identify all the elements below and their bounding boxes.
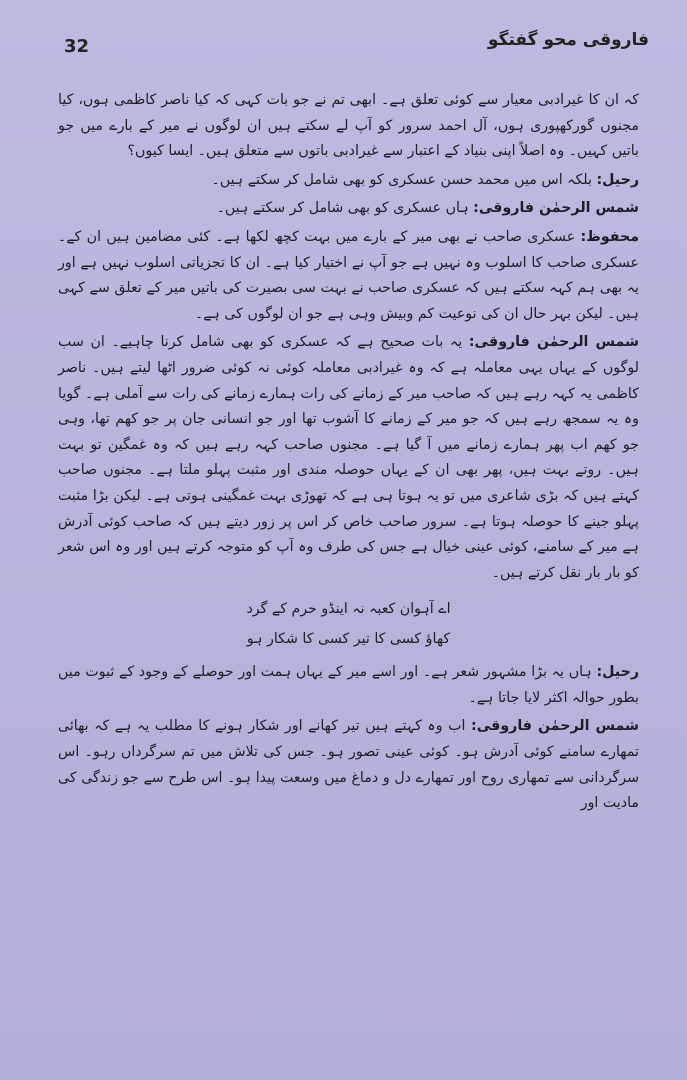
- paragraph-text: یہ بات صحیح ہے کہ عسکری کو بھی شامل کرنا چاہیے۔ ان سب لوگوں کے یہاں یہی معاملہ ہے کہ وہ غیرادبی معاملہ کوئی نہ کوئی ضرور اٹھا لیتے ہیں۔ ناصر کاظمی یہ کہہ رہے ہیں کہ صاحب میر کے زمانے کی رات ہمارے زمانے کی رات سے آملی ہے۔ گویا وہ یہ سمجھ رہے ہیں کہ جو میر کے زمانے کا آشوب تھا اور جو انسانی جان پر جو کھم تھا، وہی جو کھم اب پھر ہمارے زمانے میں آ گیا ہے۔ مجنوں صاحب کہہ رہے ہیں کہ وہ غمگین تو بہت ہیں۔ روتے بہت ہیں، پھر بھی ان کے یہاں حوصلہ مندی اور مثبت پہلو ملتا ہے۔ مجنوں صاحب کہتے ہیں کہ بڑی شاعری میں تو یہ ہوتا ہی ہے کہ تھوڑی بہت غمگینی ہوتی ہے۔ لیکن بڑا مثبت پہلو جینے کا حوصلہ ہوتا ہے۔ سرور صاحب خاص کر اس پر زور دیتے ہیں کہ صاحب کوئی آدرش ہے میر کے سامنے، کوئی عینی خیال ہے جس کی طرف وہ آپ کو متوجہ کرتے ہیں اور وہ اس شعر کو بار بار نقل کرتے ہیں۔: [58, 334, 639, 581]
- speaker-label: شمس الرحمٰن فاروقی:: [471, 718, 639, 735]
- speaker-label: شمس الرحمٰن فاروقی:: [473, 200, 639, 217]
- speaker-label: محفوظ:: [580, 228, 640, 245]
- paragraph: [58, 225, 639, 327]
- speaker-label: رحیل:: [596, 664, 639, 681]
- paragraph: [58, 330, 639, 586]
- paragraph: [58, 196, 639, 222]
- page-header: [40, 28, 649, 68]
- paragraph-text: ہاں عسکری کو بھی شامل کر سکتے ہیں۔: [216, 200, 469, 217]
- paragraph: [58, 714, 639, 816]
- verse-couplet: [58, 594, 639, 654]
- paragraph: [58, 88, 639, 165]
- speaker-label: رحیل:: [596, 171, 639, 188]
- paragraph-text: ہاں یہ بڑا مشہور شعر ہے۔ اور اسے میر کے یہاں ہمت اور حوصلے کے وجود کے ثبوت میں بطور حوالہ اکثر لایا جاتا ہے۔: [58, 664, 639, 706]
- page-body: [58, 88, 639, 817]
- paragraph-text: عسکری صاحب نے بھی میر کے بارے میں بہت کچھ لکھا ہے۔ کئی مضامین ہیں ان کے۔ عسکری صاحب کا اسلوب وہ نہیں ہے جو آپ نے اختیار کیا ہے۔ ان کا تجزیاتی اسلوب نہیں ہے اور یہ بھی ہم کہہ سکتے ہیں کہ عسکری صاحب نے بہت سی بصیرت کی باتیں میر کے تعلق سے کہی ہیں۔ لیکن بہر حال ان کی نوعیت کم وبیش وہی ہے جو ان لوگوں کی ہے۔: [58, 228, 639, 322]
- paragraph-text: بلکہ اس میں محمد حسن عسکری کو بھی شامل کر سکتے ہیں۔: [211, 171, 592, 188]
- paragraph: [58, 168, 639, 194]
- verse-line: اے آہوان کعبہ نہ اینڈو حرم کے گرد: [246, 601, 451, 618]
- verse-line: کھاؤ کسی کا تیر کسی کا شکار ہو: [246, 631, 451, 648]
- speaker-label: شمس الرحمٰن فاروقی:: [468, 334, 639, 351]
- paragraph-text: اب وہ کہتے ہیں تیر کھانے اور شکار ہونے کا مطلب یہ ہے کہ بھائی تمھارے سامنے کوئی آدرش ہو۔ کوئی عینی تصور ہو۔ جس کی تلاش میں تم سرگرداں رہو۔ اس سرگردانی سے تمھاری روح اور تمھارے دل و دماغ میں وسعت پیدا ہو۔ اس طرح سے جو زندگی کی مادیت اور: [58, 718, 639, 812]
- paragraph-text: کہ ان کا غیرادبی معیار سے کوئی تعلق ہے۔ ابھی تم نے جو بات کہی کہ کیا ناصر کاظمی ہوں، کیا مجنوں گورکھپوری ہوں، آل احمد سرور کو آپ لے سکتے ہیں ان لوگوں نے میر کے بارے میں جو باتیں کہیں۔ وہ اصلاً اپنی بنیاد کے اعتبار سے غیرادبی باتوں سے متعلق ہیں۔ ایسا کیوں؟: [58, 92, 639, 160]
- page-number: 32: [64, 36, 90, 57]
- paragraph: [58, 660, 639, 711]
- running-head: فاروقی محو گفتگو: [487, 30, 649, 50]
